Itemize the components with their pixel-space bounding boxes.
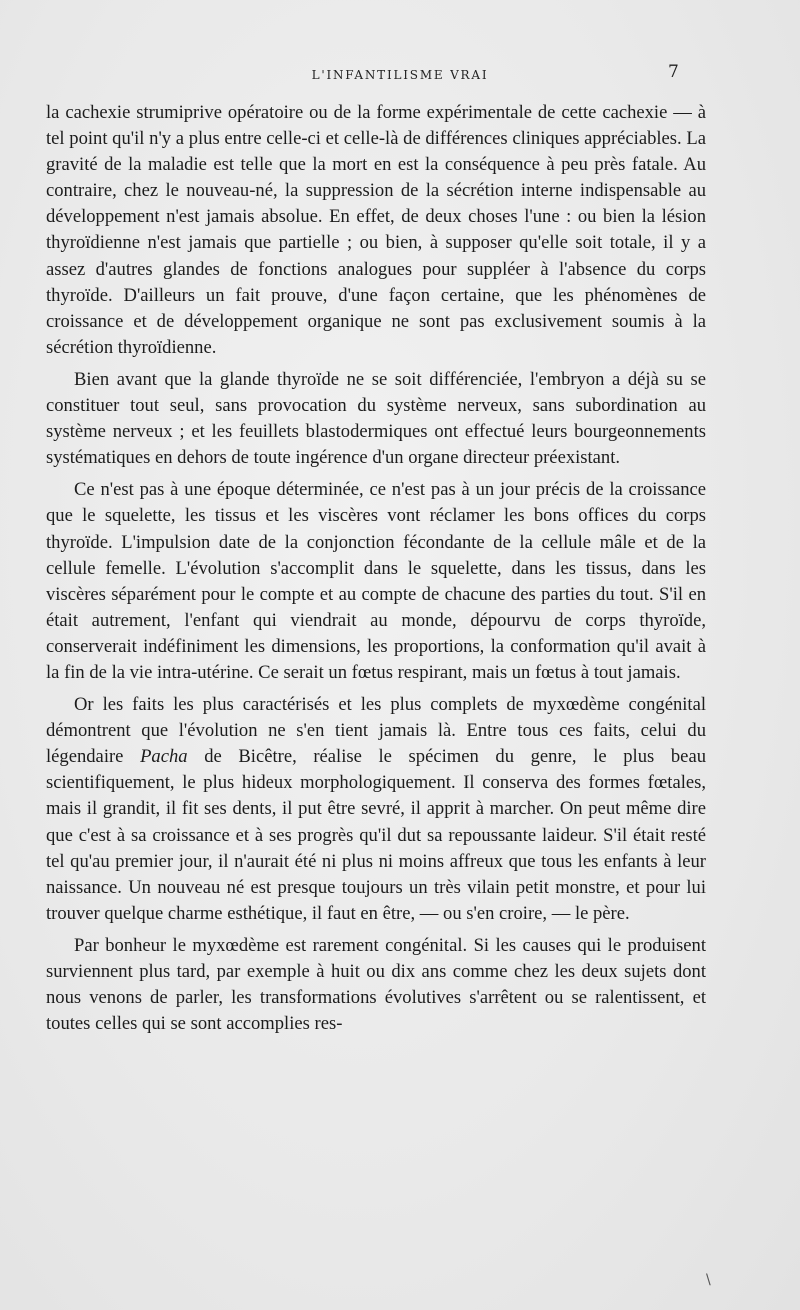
paragraph-1: la cachexie strumiprive opératoire ou de la forme expérimentale de cette cachexie — à tel point qu'il n'y a plus entre celle-ci et celle-là de différences cliniques appréciables. La gravité de la maladie est telle que la mort en est la conséquence à peu près fatale. Au contraire, chez le nouveau-né, la suppression de la sécrétion interne indispensable au développement n'est jamais absolue. En effet, de deux choses l'une : ou bien la lésion thyroïdienne n'est jamais que partielle ; ou bien, à supposer qu'elle soit totale, il y a assez d'autres glandes de fonctions analogues pour suppléer à l'absence du corps thyroïde. D'ailleurs un fait prouve, d'une façon certaine, que les phénomènes de croissance et de développement organique ne sont pas exclusivement soumis à la sécrétion thyroïdienne. [46,102,706,358]
body-text [46,100,706,1043]
paragraph-5: Par bonheur le myxœdème est rarement congénital. Si les causes qui le produisent surviennent plus tard, par exemple à huit ou dix ans comme chez les deux sujets dont nous venons de parler, les transformations évolutives s'arrêtent ou se ralentissent, et toutes celles qui se sont accomplies res- [46,934,706,1035]
paragraph-4 [46,692,706,927]
paragraph-4-text-after: de Bicêtre, réalise le spécimen du genre, le plus beau scientifiquement, le plus hideux morphologiquement. Il conserva des formes fœtales, mais il grandit, il fit ses dents, il put être sevré, il apprit à marcher. On peut même dire que c'est à sa croissance et à ses progrès qu'il dut sa repoussante laideur. S'il était resté tel qu'au premier jour, il n'aurait été ni plus ni moins affreux que tous les enfants à leur naissance. Un nouveau né est presque toujours un très vilain petit monstre, et pour lui trouver quelque charme esthétique, il faut en être, — ou s'en croire, — le père. [46,746,706,924]
running-title: L'INFANTILISME VRAI [311,68,489,82]
paragraph-3: Ce n'est pas à une époque déterminée, ce n'est pas à un jour précis de la croissance que le squelette, les tissus et les viscères vont réclamer les bons offices du corps thyroïde. L'impulsion date de la conjonction fécondante de la cellule mâle et de la cellule femelle. L'évolution s'accomplit dans le squelette, dans les tissus, dans les viscères séparément pour le compte et au compte de chacune des parties du tout. S'il en était autrement, l'enfant qui viendrait au monde, dépourvu de corps thyroïde, conserverait indéfiniment les dimensions, les proportions, la conformation qu'il avait à la fin de la vie intra-utérine. Ce serait un fœtus respirant, mais un fœtus à tout jamais. [46,479,706,683]
paragraph-2: Bien avant que la glande thyroïde ne se soit différenciée, l'embryon a déjà su se constituer tout seul, sans provocation du système nerveux, sans subordination au système nerveux ; et les feuillets blastodermiques ont effectué leurs bourgeonnements systématiques en dehors de toute ingérence d'un organe directeur préexistant. [46,368,706,469]
page-number: 7 [668,62,679,82]
paragraph-4-text-before: Or les faits les plus caractérisés et les plus complets de myxœdème congénital démontrent que l'évolution ne s'en tient jamais là. Entre tous ces faits, celui du légendaire [46,694,706,768]
print-speck: \ [706,1272,711,1288]
pacha-italic: Pacha [140,746,188,768]
